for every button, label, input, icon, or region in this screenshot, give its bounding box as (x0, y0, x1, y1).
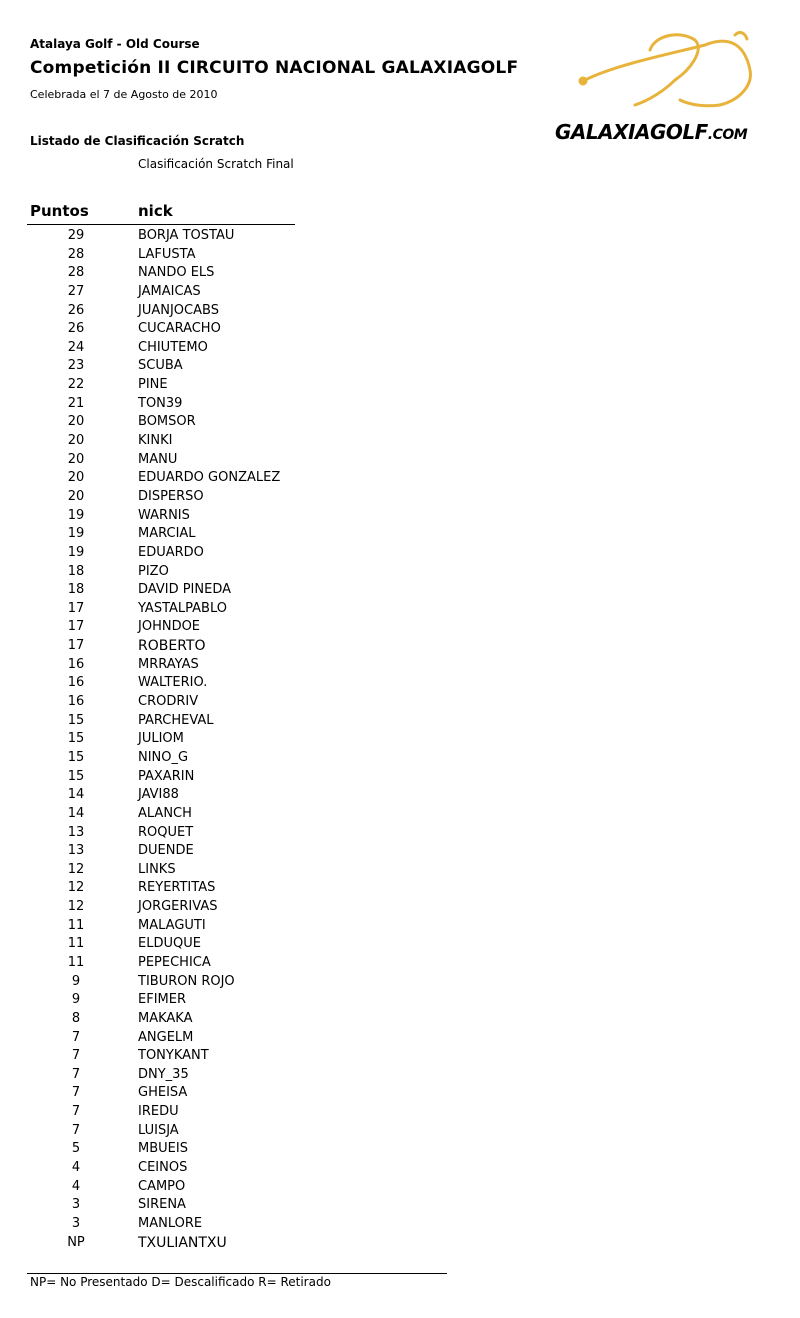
row-nick: BORJA TOSTAU (138, 228, 235, 243)
row-points: 7 (71, 1048, 81, 1064)
table-row (0, 1215, 400, 1234)
row-points: 20 (67, 470, 85, 486)
golfer-swing-icon (555, 25, 790, 120)
table-row (0, 1196, 400, 1215)
row-nick: MBUEIS (138, 1141, 188, 1157)
row-points: 20 (67, 414, 85, 430)
table-row (0, 451, 400, 470)
legend: NP= No Presentado D= Descalificado R= Retirado (30, 1275, 331, 1289)
row-points: 16 (67, 694, 85, 710)
table-row (0, 1178, 400, 1197)
row-points: 17 (67, 619, 85, 635)
table-row (0, 1084, 400, 1103)
row-nick: NINO_G (138, 749, 189, 765)
row-points: 15 (67, 731, 85, 747)
table-row (0, 488, 400, 507)
row-points: 14 (67, 787, 85, 803)
table-row (0, 264, 400, 283)
table-row (0, 432, 400, 451)
table-row (0, 861, 400, 880)
ranking-table (0, 227, 400, 1252)
row-nick: MAKAKA (138, 1010, 193, 1026)
row-points: 7 (71, 1029, 81, 1045)
row-nick: LUISJA (138, 1122, 179, 1138)
table-row (0, 339, 400, 358)
table-row (0, 600, 400, 619)
row-nick: DNY_35 (138, 1066, 189, 1082)
held-date: Celebrada el 7 de Agosto de 2010 (30, 88, 218, 101)
row-points: 18 (67, 582, 85, 598)
row-points: 4 (71, 1160, 81, 1176)
row-points: 28 (67, 246, 85, 262)
row-nick: TIBURON ROJO (138, 973, 235, 989)
table-row (0, 413, 400, 432)
table-row (0, 1047, 400, 1066)
row-nick: CHIUTEMO (138, 339, 208, 355)
logo-wordmark: GALAXIAGOLF.COM (555, 120, 748, 144)
table-row (0, 1029, 400, 1048)
table-row (0, 544, 400, 563)
row-nick: IREDU (138, 1104, 179, 1120)
row-nick: DISPERSO (138, 488, 204, 504)
row-points: 19 (67, 507, 85, 523)
row-points: 5 (71, 1141, 81, 1157)
table-row (0, 469, 400, 488)
listing-subtitle: Clasificación Scratch Final (138, 157, 294, 171)
row-nick: WALTERIO. (138, 675, 208, 691)
row-points: 15 (67, 712, 85, 728)
row-nick: ELDUQUE (138, 936, 201, 952)
row-points: 23 (67, 358, 85, 374)
row-points: 9 (71, 973, 81, 989)
row-nick: EDUARDO (138, 544, 204, 560)
row-points: 29 (67, 228, 85, 243)
row-points: 7 (71, 1104, 81, 1120)
row-nick: DUENDE (138, 843, 194, 859)
row-nick: YASTALPABLO (138, 600, 227, 616)
row-points: 20 (67, 451, 85, 467)
table-row (0, 786, 400, 805)
row-nick: MANLORE (138, 1215, 203, 1231)
table-row (0, 1103, 400, 1122)
row-nick: NANDO ELS (138, 265, 215, 281)
table-row (0, 879, 400, 898)
row-points: 20 (67, 488, 85, 504)
row-points: 16 (67, 656, 85, 672)
row-points: 24 (67, 339, 85, 355)
row-points: 19 (67, 526, 85, 542)
row-nick: JAVI88 (138, 787, 179, 803)
table-row (0, 768, 400, 787)
table-row (0, 320, 400, 339)
row-points: 12 (67, 861, 85, 877)
row-nick: ANGELM (138, 1029, 194, 1045)
galaxiagolf-logo (555, 25, 790, 150)
table-row (0, 618, 400, 637)
row-nick: MANU (138, 451, 178, 467)
row-points: 7 (71, 1085, 81, 1101)
row-nick: KINKI (138, 433, 173, 449)
row-points: 15 (67, 768, 85, 784)
table-row (0, 973, 400, 992)
row-points: 12 (67, 880, 85, 896)
row-nick: ALANCH (138, 805, 192, 821)
row-nick: LINKS (138, 861, 176, 877)
table-row (0, 637, 400, 656)
row-nick: EDUARDO GONZALEZ (138, 470, 281, 486)
table-row (0, 581, 400, 600)
row-points: 11 (67, 936, 85, 952)
row-points: 21 (67, 395, 85, 411)
row-nick: WARNIS (138, 507, 190, 523)
row-points: 20 (67, 433, 85, 449)
row-points: 17 (67, 600, 85, 616)
row-points: 26 (67, 302, 85, 318)
row-nick: CAMPO (138, 1178, 186, 1194)
column-header-points: Puntos (30, 202, 89, 220)
header-divider (27, 224, 295, 225)
row-points: 28 (67, 265, 85, 281)
row-nick: JOHNDOE (138, 619, 201, 635)
row-nick: ROBERTO (138, 638, 206, 655)
row-nick: CUCARACHO (138, 321, 221, 337)
row-nick: PIZO (138, 563, 169, 579)
table-row (0, 246, 400, 265)
row-nick: PEPECHICA (138, 954, 211, 970)
column-header-nick: nick (138, 202, 173, 220)
row-nick: REYERTITAS (138, 880, 216, 896)
row-nick: JORGERIVAS (138, 899, 218, 915)
competition-title: Competición II CIRCUITO NACIONAL GALAXIAGOLF (30, 58, 519, 78)
row-points: 4 (71, 1178, 81, 1194)
row-points: 3 (71, 1197, 81, 1213)
row-nick: TON39 (138, 395, 183, 411)
row-nick: GHEISA (138, 1085, 188, 1101)
table-row (0, 730, 400, 749)
row-nick: CRODRIV (138, 694, 199, 710)
row-nick: MARCIAL (138, 526, 196, 542)
row-points: 22 (67, 377, 85, 393)
table-row (0, 842, 400, 861)
table-row (0, 283, 400, 302)
table-row (0, 1234, 400, 1253)
row-nick: TONYKANT (138, 1048, 209, 1064)
table-row (0, 824, 400, 843)
row-points: 12 (67, 899, 85, 915)
table-row (0, 1010, 400, 1029)
row-points: 16 (67, 675, 85, 691)
row-points: 14 (67, 805, 85, 821)
row-points: 13 (67, 824, 85, 840)
row-nick: SIRENA (138, 1197, 186, 1213)
table-row (0, 302, 400, 321)
row-nick: MALAGUTI (138, 917, 206, 933)
row-nick: BOMSOR (138, 414, 196, 430)
course-name: Atalaya Golf - Old Course (30, 37, 200, 51)
row-points: 3 (71, 1215, 81, 1231)
row-points: 13 (67, 843, 85, 859)
row-points: 11 (67, 954, 85, 970)
row-nick: PARCHEVAL (138, 712, 214, 728)
table-row (0, 563, 400, 582)
row-points: 11 (67, 917, 85, 933)
row-points: 19 (67, 544, 85, 560)
table-row (0, 805, 400, 824)
table-row (0, 1066, 400, 1085)
listing-title: Listado de Clasificación Scratch (30, 134, 245, 148)
row-nick: SCUBA (138, 358, 183, 374)
row-points: 18 (67, 563, 85, 579)
row-points: 26 (67, 321, 85, 337)
row-nick: PINE (138, 377, 168, 393)
table-row (0, 917, 400, 936)
row-points: NP (67, 1234, 85, 1250)
row-points: 15 (67, 749, 85, 765)
row-nick: PAXARIN (138, 768, 195, 784)
row-nick: MRRAYAS (138, 656, 199, 672)
table-row (0, 935, 400, 954)
table-row (0, 1140, 400, 1159)
row-nick: LAFUSTA (138, 246, 196, 262)
row-points: 27 (67, 283, 85, 299)
table-row (0, 674, 400, 693)
row-nick: CEINOS (138, 1160, 188, 1176)
row-points: 17 (67, 638, 85, 654)
table-row (0, 898, 400, 917)
table-row (0, 395, 400, 414)
table-row (0, 954, 400, 973)
table-row (0, 357, 400, 376)
row-points: 8 (71, 1010, 81, 1026)
table-row (0, 693, 400, 712)
table-row (0, 749, 400, 768)
table-row (0, 1122, 400, 1141)
table-row (0, 525, 400, 544)
table-row (0, 227, 400, 246)
table-row (0, 507, 400, 526)
row-nick: EFIMER (138, 992, 186, 1008)
footer-divider (27, 1273, 447, 1274)
row-nick: JULIOM (138, 731, 184, 747)
table-row (0, 712, 400, 731)
table-row (0, 656, 400, 675)
table-row (0, 1159, 400, 1178)
row-nick: DAVID PINEDA (138, 582, 231, 598)
table-row (0, 991, 400, 1010)
row-nick: JUANJOCABS (138, 302, 219, 318)
row-points: 7 (71, 1122, 81, 1138)
row-nick: JAMAICAS (138, 283, 201, 299)
row-nick: ROQUET (138, 824, 194, 840)
row-points: 9 (71, 992, 81, 1008)
row-points: 7 (71, 1066, 81, 1082)
row-nick: TXULIANTXU (138, 1234, 227, 1251)
table-row (0, 376, 400, 395)
